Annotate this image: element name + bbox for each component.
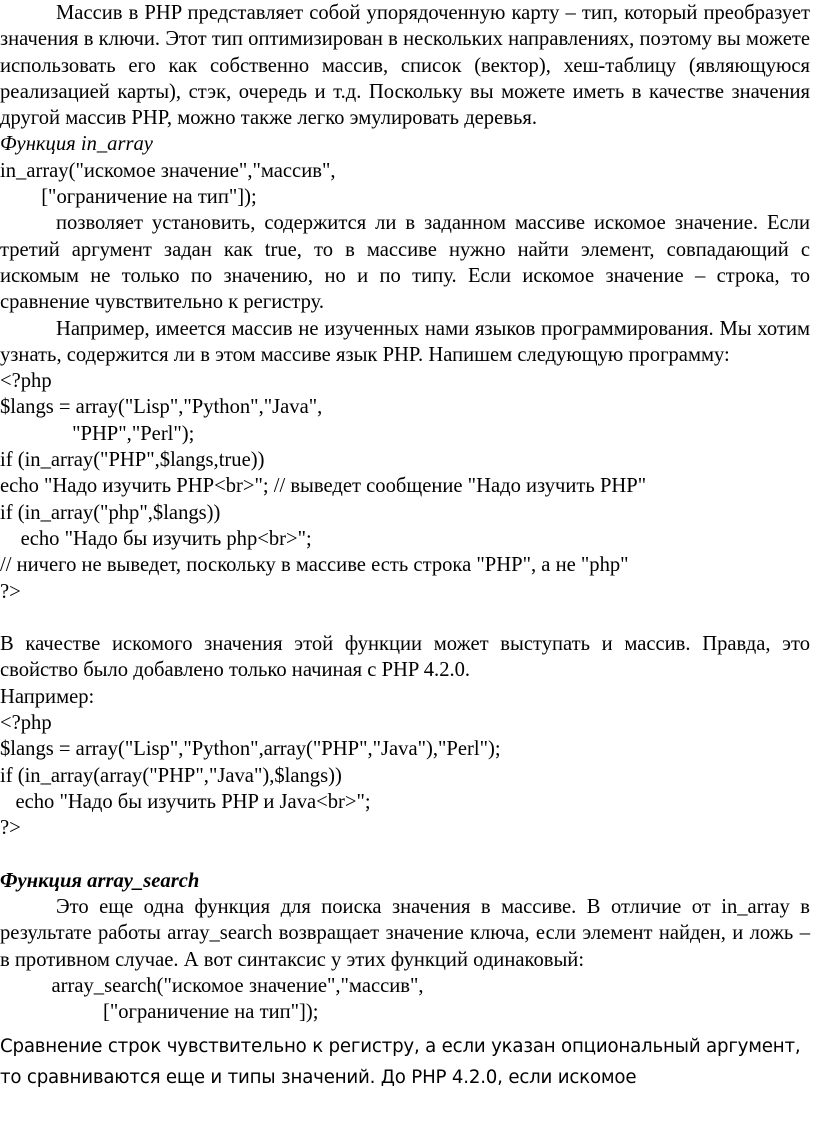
code-line: <?php bbox=[0, 712, 52, 735]
in-array-example-intro: Например, имеется массив не изученных нами языков программирования. Мы хотим узнать, содержится ли в этом массиве язык PHP. Напишем следующую программу: bbox=[0, 317, 810, 366]
in-array-heading: Функция in_array bbox=[0, 133, 153, 156]
blank-line bbox=[0, 605, 810, 631]
code-line: <?php bbox=[0, 370, 52, 393]
code-block-1 bbox=[0, 368, 810, 605]
array-needle-note: В качестве искомого значения этой функции может выступать и массив. Правда, это свойство было добавлено только начиная с PHP 4.2.0. bbox=[0, 633, 810, 682]
in-array-syntax-line-2: ["ограничение на тип"]); bbox=[0, 186, 257, 209]
array-search-syntax-line-2: ["ограничение на тип"]); bbox=[0, 1001, 319, 1024]
code-line: ?> bbox=[0, 580, 21, 603]
continuation-line-1: Сравнение строк чувствительно к регистру, а если указан опциональный аргумент, bbox=[0, 1035, 801, 1057]
code-line: echo "Надо бы изучить PHP и Java<br>"; bbox=[0, 790, 371, 813]
blank-line bbox=[0, 842, 810, 868]
code-line: echo "Надо бы изучить php<br>"; bbox=[0, 527, 312, 550]
code-line: if (in_array(array("PHP","Java"),$langs)) bbox=[0, 764, 342, 787]
code-line: $langs = array("Lisp","Python","Java", bbox=[0, 396, 323, 419]
code-line: // ничего не выведет, поскольку в массиве есть строка "PHP", а не "php" bbox=[0, 554, 629, 577]
continuation-line-2: то сравниваются еще и типы значений. До PHP 4.2.0, если искомое bbox=[0, 1066, 637, 1088]
code-line: "PHP","Perl"); bbox=[0, 422, 195, 445]
code-line: ?> bbox=[0, 817, 21, 840]
array-search-syntax-line-1: array_search("искомое значение","массив", bbox=[0, 974, 424, 997]
code-block-2 bbox=[0, 710, 810, 841]
code-line: if (in_array("PHP",$langs,true)) bbox=[0, 449, 265, 472]
code-line: echo "Надо изучить PHP<br>"; // выведет сообщение "Надо изучить PHP" bbox=[0, 475, 647, 498]
in-array-syntax-line-1: in_array("искомое значение","массив", bbox=[0, 159, 336, 182]
code-line: $langs = array("Lisp","Python",array("PHP","Java"),"Perl"); bbox=[0, 738, 501, 761]
array-search-description: Это еще одна функция для поиска значения в массиве. В отличие от in_array в результате работы array_search возвращает значение ключа, если элемент найден, и ложь – в противном случае. А вот синтаксис у этих функций одинаковый: bbox=[0, 896, 810, 971]
example-label: Например: bbox=[0, 685, 95, 708]
code-line: if (in_array("php",$langs)) bbox=[0, 501, 221, 524]
in-array-description: позволяет установить, содержится ли в заданном массиве искомое значение. Если третий аргумент задан как true, то в массиве нужно найти элемент, совпадающий с искомым не только по значению, но и по типу. Если искомое значение – строка, то сравнение чувствительно к регистру. bbox=[0, 212, 810, 314]
intro-paragraph: Массив в PHP представляет собой упорядоченную карту – тип, который преобразует значения в ключи. Этот тип оптимизирован в нескольких направлениях, поэтому вы можете использовать его как собственно массив, список (вектор), хеш-таблицу (являющуюся реализацией карты), стэк, очередь и т.д. Поскольку вы можете иметь в качестве значения другой массив PHP, можно также легко эмулировать деревья. bbox=[0, 2, 810, 130]
array-search-heading: Функция array_search bbox=[0, 869, 200, 892]
